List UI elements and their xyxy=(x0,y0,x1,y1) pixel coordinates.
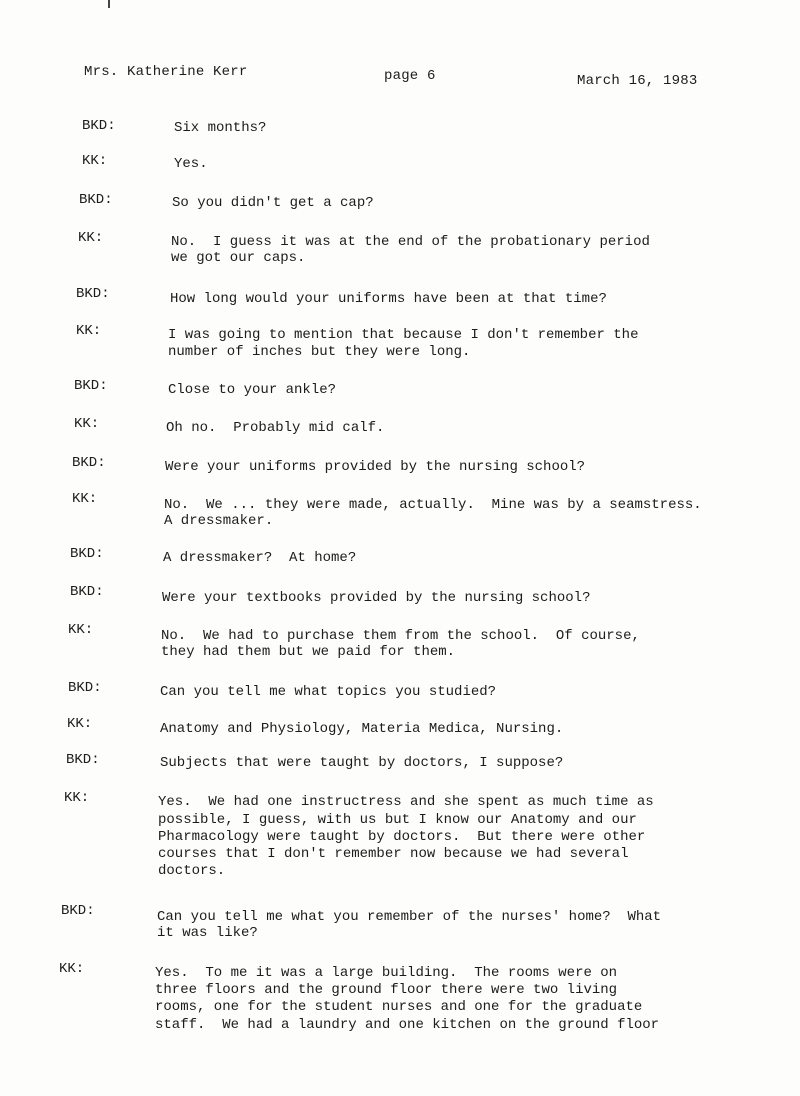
dialogue-line: number of inches but they were long. xyxy=(168,344,471,360)
dialogue-line: Can you tell me what topics you studied? xyxy=(160,684,497,700)
speaker-label: BKD: xyxy=(61,903,95,919)
dialogue-line: Pharmacology were taught by doctors. But there were other xyxy=(158,829,646,845)
speaker-label: BKD: xyxy=(70,546,104,562)
dialogue-line: So you didn't get a cap? xyxy=(172,195,374,211)
speaker-label: KK: xyxy=(82,153,108,169)
scan-mark xyxy=(108,0,110,8)
dialogue-line: How long would your uniforms have been at that time? xyxy=(170,291,607,307)
dialogue-line: Subjects that were taught by doctors, I suppose? xyxy=(160,755,564,771)
dialogue-line: courses that I don't remember now because we had several xyxy=(158,846,629,862)
speaker-label: KK: xyxy=(72,491,98,507)
dialogue-line: Yes. To me it was a large building. The rooms were on xyxy=(155,965,618,981)
speaker-label: KK: xyxy=(68,622,94,638)
dialogue-line: doctors. xyxy=(158,863,226,879)
dialogue-line: three floors and the ground floor there were two living xyxy=(155,982,618,998)
speaker-label: BKD: xyxy=(74,378,108,394)
dialogue-line: Were your uniforms provided by the nursing school? xyxy=(165,459,586,475)
dialogue-line: Yes. xyxy=(174,156,208,172)
dialogue-line: No. I guess it was at the end of the probationary period xyxy=(171,234,650,250)
speaker-label: KK: xyxy=(76,323,102,339)
speaker-label: KK: xyxy=(59,961,85,977)
dialogue-line: Can you tell me what you remember of the nurses' home? What xyxy=(157,909,662,925)
dialogue-line: I was going to mention that because I don't remember the xyxy=(168,327,639,343)
speaker-label: KK: xyxy=(64,790,90,806)
interview-date: March 16, 1983 xyxy=(577,73,698,89)
speaker-label: BKD: xyxy=(76,286,110,302)
speaker-label: KK: xyxy=(67,716,93,732)
dialogue-line: Yes. We had one instructress and she spent as much time as xyxy=(158,794,654,810)
dialogue-line: staff. We had a laundry and one kitchen on the ground floor xyxy=(155,1017,660,1033)
dialogue-line: rooms, one for the student nurses and one for the graduate xyxy=(155,999,643,1015)
dialogue-line: we got our caps. xyxy=(171,250,306,266)
speaker-label: BKD: xyxy=(79,192,113,208)
dialogue-line: No. We ... they were made, actually. Mine was by a seamstress. xyxy=(164,497,702,513)
dialogue-line: Six months? xyxy=(174,120,267,136)
speaker-label: KK: xyxy=(78,230,104,246)
dialogue-line: Close to your ankle? xyxy=(168,382,337,398)
dialogue-line: it was like? xyxy=(157,925,258,941)
speaker-label: KK: xyxy=(74,416,100,432)
interviewee-name: Mrs. Katherine Kerr xyxy=(84,64,248,80)
dialogue-line: Oh no. Probably mid calf. xyxy=(166,420,385,436)
dialogue-line: possible, I guess, with us but I know our Anatomy and our xyxy=(158,812,637,828)
speaker-label: BKD: xyxy=(68,680,102,696)
dialogue-line: Were your textbooks provided by the nursing school? xyxy=(162,590,591,606)
speaker-label: BKD: xyxy=(66,752,100,768)
dialogue-line: Anatomy and Physiology, Materia Medica, Nursing. xyxy=(160,721,564,737)
speaker-label: BKD: xyxy=(82,118,116,134)
dialogue-line: they had them but we paid for them. xyxy=(161,644,456,660)
dialogue-line: A dressmaker? At home? xyxy=(163,550,357,566)
dialogue-line: A dressmaker. xyxy=(164,513,274,529)
speaker-label: BKD: xyxy=(70,584,104,600)
dialogue-line: No. We had to purchase them from the school. Of course, xyxy=(161,628,640,644)
page-number: page 6 xyxy=(384,68,436,84)
speaker-label: BKD: xyxy=(72,455,106,471)
